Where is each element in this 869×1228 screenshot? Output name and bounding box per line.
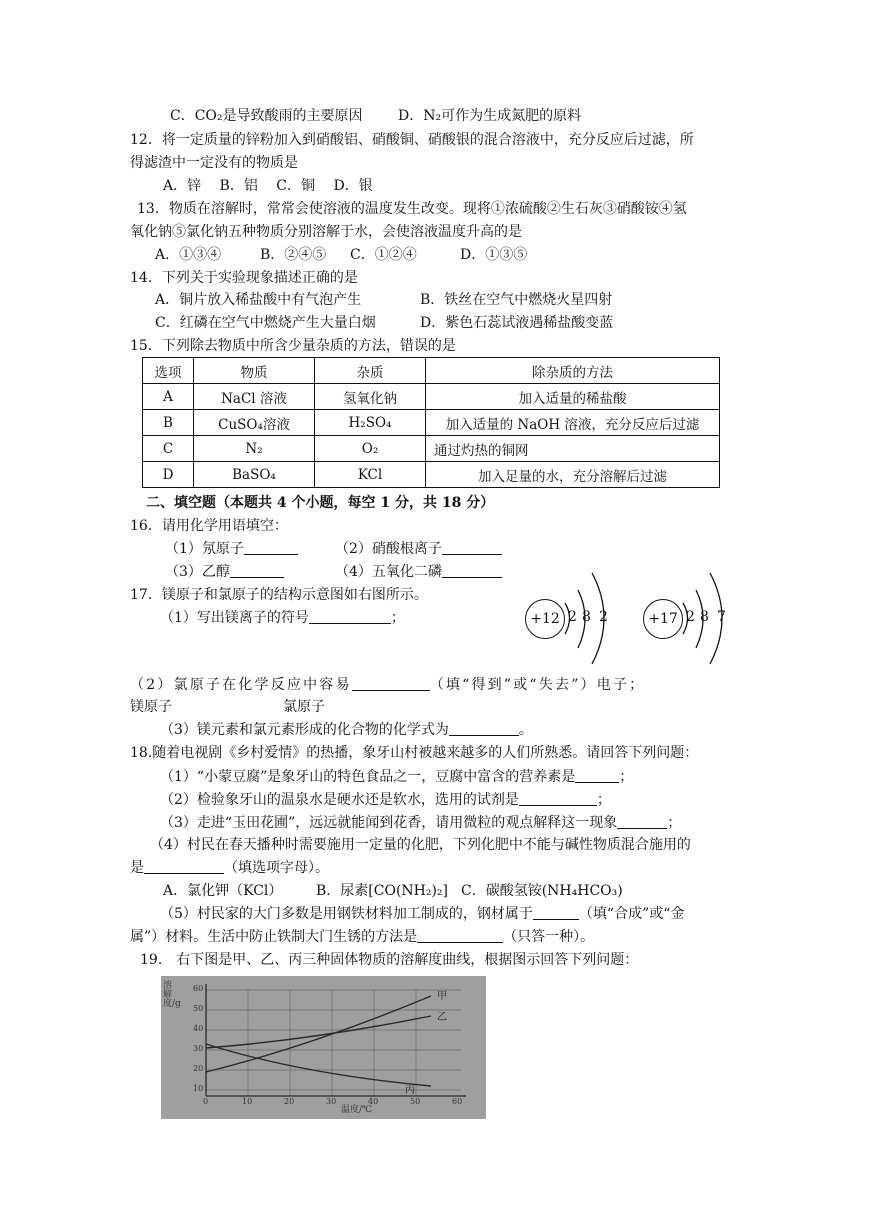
section-heading: 二、填空题（本题共 4 个小题，每空 1 分，共 18 分）	[146, 495, 495, 511]
answer-blank[interactable]	[352, 676, 430, 691]
q18-part5-line1: （5）村民家的大门多数是用钢铁材料加工制成的，钢材属于 （填“合成”或“金	[160, 906, 685, 922]
shell-3-electrons: 7	[717, 609, 726, 625]
cl-atom-diagram	[638, 568, 738, 668]
table-cell: H₂SO₄	[315, 410, 426, 436]
y-tick-label: 50	[193, 1004, 204, 1013]
table-cell: NaCl 溶液	[194, 384, 315, 410]
answer-blank[interactable]	[575, 768, 619, 783]
q16-part3: （3）乙醇	[165, 562, 284, 582]
q16-part1: （1）氖原子	[165, 539, 298, 559]
q13-stem-line2: 氧化钠⑤氯化钠五种物质分别溶解于水，会使溶液温度升高的是	[130, 224, 522, 240]
table-cell: BaSO₄	[194, 462, 315, 488]
q18-part1: （1）“小蒙豆腐”是象牙山的特色食品之一，豆腐中富含的营养素是 ；	[160, 769, 634, 785]
x-tick-label: 20	[284, 1097, 295, 1106]
q16-stem: 16．请用化学用语填空：	[130, 518, 288, 534]
shell-1-electrons: 2	[568, 609, 577, 625]
q12-stem-line1: 12．将一定质量的锌粉加入到硝酸铝、硝酸铜、硝酸银的混合溶液中，充分反应后过滤，所	[130, 132, 694, 148]
answer-blank[interactable]	[417, 928, 503, 943]
q18-option-c: C．碳酸氢铵(NH₄HCO₃)	[461, 883, 623, 899]
header-cell: 除杂质的方法	[426, 358, 720, 384]
solubility-curve-figure	[161, 976, 486, 1119]
table-cell: KCl	[315, 462, 426, 488]
answer-blank[interactable]	[309, 609, 391, 624]
table-cell: D	[143, 462, 194, 488]
cl-atom-label: 氯原子	[283, 699, 325, 715]
q11-option-d: D．N₂可作为生成氮肥的原料	[398, 108, 582, 124]
q17-part2: （2）氯原子在化学反应中容易 （填“得到”或“失去”）电子；	[130, 677, 646, 693]
shell-1-electrons: 2	[686, 609, 695, 625]
mg-atom-label: 镁原子	[130, 699, 172, 715]
x-tick-label: 40	[368, 1097, 379, 1106]
q16-part2: （2）硝酸根离子	[335, 539, 502, 559]
header-cell: 物质	[194, 358, 315, 384]
table-row	[143, 384, 720, 410]
table-cell: 加入适量的 NaOH 溶液，充分反应后过滤	[426, 410, 720, 436]
q15-stem: 15．下列除去物质中所含少量杂质的方法，错误的是	[130, 338, 456, 354]
x-tick-label: 50	[410, 1097, 421, 1106]
q12-options: A．锌 B．铝 C．铜 D．银	[163, 178, 373, 194]
answer-blank[interactable]	[144, 859, 224, 874]
q18-stem: 18.随着电视剧《乡村爱情》的热播，象牙山村被越来越多的人们所熟悉。请回答下列问题：	[130, 745, 699, 761]
answer-blank[interactable]	[230, 563, 284, 578]
q13-option-c: C．①②④	[350, 247, 417, 263]
table-cell: A	[143, 384, 194, 410]
q17-stem: 17．镁原子和氯原子的结构示意图如右图所示。	[130, 587, 428, 603]
cl-nucleus: +17	[643, 599, 683, 639]
answer-blank[interactable]	[533, 905, 579, 920]
q14-option-a: A．铜片放入稀盐酸中有气泡产生	[155, 292, 362, 308]
answer-blank[interactable]	[617, 814, 667, 829]
q15-table	[142, 357, 720, 488]
q18-part3: （3）走进“玉田花圃”，远远就能闻到花香，请用微粒的观点解释这一现象 ；	[160, 815, 682, 831]
table-cell: N₂	[194, 436, 315, 462]
table-cell: CuSO₄溶液	[194, 410, 315, 436]
q14-option-d: D．紫色石蕊试液遇稀盐酸变蓝	[420, 315, 614, 331]
table-cell: B	[143, 410, 194, 436]
q11-option-c: C．CO₂是导致酸雨的主要原因	[170, 108, 363, 124]
q12-stem-line2: 得滤渣中一定没有的物质是	[130, 155, 298, 171]
x-tick-label: 60	[452, 1097, 463, 1106]
shell-3-electrons: 2	[599, 609, 608, 625]
curve-label-yi: 乙	[437, 1012, 447, 1023]
y-tick-label: 20	[193, 1064, 204, 1073]
answer-blank[interactable]	[244, 540, 298, 555]
y-tick-label: 10	[193, 1084, 204, 1093]
q18-option-a: A．氯化钾（KCl）	[163, 883, 283, 899]
q19-stem: 19. 右下图是甲、乙、丙三种固体物质的溶解度曲线，根据图示回答下列问题：	[140, 952, 639, 968]
q16-part4: （4）五氧化二磷	[335, 562, 502, 582]
header-cell: 杂质	[315, 358, 426, 384]
curve-jia	[206, 996, 431, 1072]
q18-part5-line2: 属”）材料。生活中防止铁制大门生锈的方法是 （只答一种）。	[130, 929, 595, 945]
x-tick-label: 0	[203, 1097, 209, 1106]
q18-option-b: B．尿素[CO(NH₂)₂]	[316, 883, 449, 899]
q18-part4-line2: 是 （填选项字母）。	[130, 860, 329, 876]
answer-blank[interactable]	[442, 563, 502, 578]
table-row	[143, 436, 720, 462]
table-row	[143, 410, 720, 436]
table-row	[143, 462, 720, 488]
y-tick-label: 40	[193, 1024, 204, 1033]
q14-option-b: B．铁丝在空气中燃烧火星四射	[420, 292, 613, 308]
table-cell: C	[143, 436, 194, 462]
q13-stem-line1: 13．物质在溶解时，常常会使溶液的温度发生改变。现将①浓硫酸②生石灰③硝酸铵④氢	[137, 201, 687, 217]
x-tick-label: 10	[242, 1097, 253, 1106]
x-axis-label: 温度/℃	[341, 1105, 373, 1115]
answer-blank[interactable]	[442, 540, 502, 555]
table-cell: 氢氧化钠	[315, 384, 426, 410]
x-tick-label: 30	[326, 1097, 337, 1106]
table-cell: 通过灼热的铜网	[426, 436, 720, 462]
mg-atom-diagram	[520, 568, 620, 668]
y-axis-label: 溶解度/g	[163, 981, 181, 1009]
curve-label-bing: 丙	[405, 1085, 415, 1096]
answer-blank[interactable]	[449, 721, 519, 736]
y-tick-label: 30	[193, 1044, 204, 1053]
shell-2-electrons: 8	[582, 609, 591, 625]
q14-option-c: C．红磷在空气中燃烧产生大量白烟	[155, 315, 376, 331]
q13-option-a: A．①③④	[155, 247, 222, 263]
curve-yi	[206, 1016, 431, 1048]
q17-part1: （1）写出镁离子的符号 ；	[160, 610, 405, 626]
curve-label-jia: 甲	[437, 991, 447, 1002]
q18-part2: （2）检验象牙山的温泉水是硬水还是软水，选用的试剂是 ；	[160, 792, 611, 808]
shell-2-electrons: 8	[700, 609, 709, 625]
table-cell: 加入适量的稀盐酸	[426, 384, 720, 410]
mg-nucleus: +12	[525, 599, 565, 639]
q13-option-b: B．②④⑤	[260, 247, 327, 263]
q14-stem: 14．下列关于实验现象描述正确的是	[130, 270, 358, 286]
header-cell: 选项	[143, 358, 194, 384]
q13-option-d: D．①③⑤	[460, 247, 528, 263]
q17-part3: （3）镁元素和氯元素形成的化合物的化学式为 。	[160, 722, 533, 738]
answer-blank[interactable]	[519, 791, 597, 806]
table-cell: O₂	[315, 436, 426, 462]
q18-part4-line1: （4）村民在春天播种时需要施用一定量的化肥，下列化肥中不能与碱性物质混合施用的	[150, 837, 691, 853]
y-tick-label: 60	[193, 984, 204, 993]
table-cell: 加入足量的水，充分溶解后过滤	[426, 462, 720, 488]
table-header-row	[143, 358, 720, 384]
